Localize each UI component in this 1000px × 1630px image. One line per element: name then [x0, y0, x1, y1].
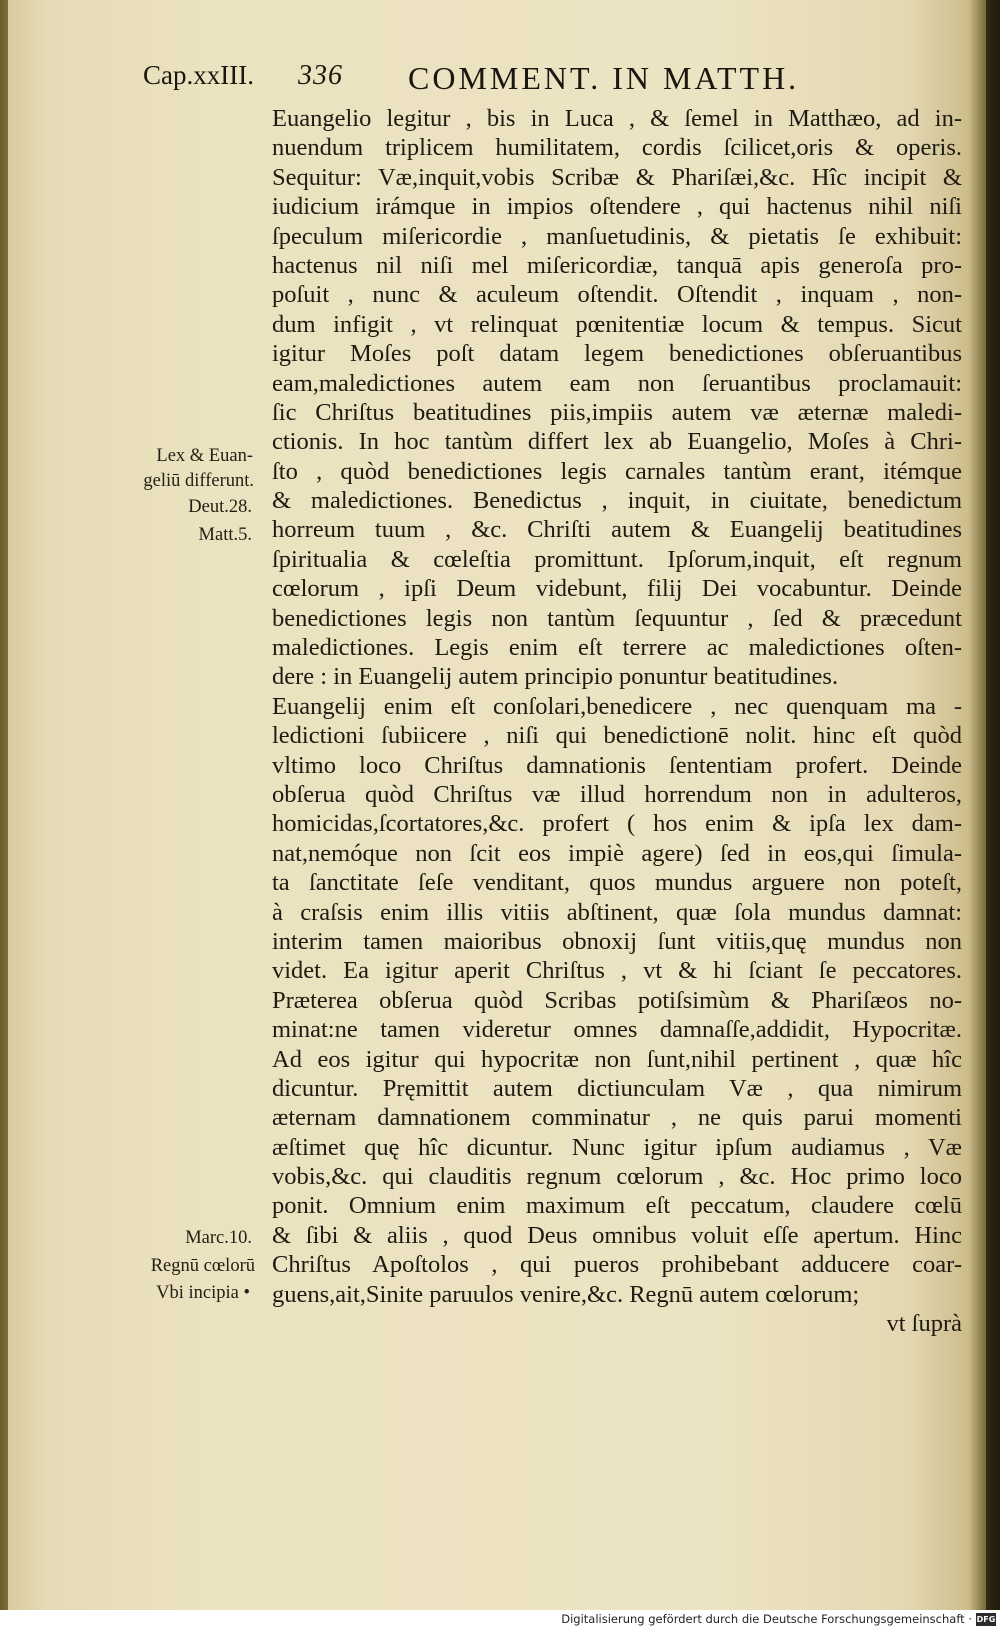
text-line: dere : in Euangelij autem principio ponuntur beatitudines.: [272, 663, 839, 691]
text-line: Chriſtus Apoſtolos , qui pueros prohibebant adducere coar-: [272, 1251, 962, 1279]
text-line: nuendum triplicem humilitatem, cordis ſcilicet,oris & operis.: [272, 134, 962, 162]
text-line: maledictiones. Legis enim eſt terrere ac maledictiones oſten-: [272, 634, 962, 662]
page-edge-shadow: [970, 0, 1000, 1610]
text-line: vltimo loco Chriſtus damnationis ſententiam profert. Deinde: [272, 751, 962, 779]
text-line: æternam damnationem comminatur , ne quis parui momenti: [272, 1104, 962, 1132]
marginal-note: geliū differunt.: [143, 471, 254, 491]
text-line: hactenus nil niſi mel miſericordiæ, tanquā apis generoſa pro-: [272, 251, 962, 279]
marginal-note: Marc.10.: [185, 1228, 252, 1248]
text-line: à craſsis enim illis vitiis abſtinent, quæ ſola mundus damnat:: [272, 898, 962, 926]
text-line: ſpiritualia & cœleſtia promittunt. Ipſorum,inquit, eſt regnum: [272, 545, 962, 573]
text-line: dum infigit , vt relinquat pœnitentiæ locum & tempus. Sicut: [272, 310, 962, 338]
text-line: dicuntur. Pręmittit autem dictiunculam Væ , qua nimirum: [272, 1074, 962, 1102]
text-line: Ad eos igitur qui hypocritæ non ſunt,nihil pertinent , quæ hîc: [272, 1045, 962, 1073]
text-line: vt ſuprà: [886, 1310, 962, 1338]
text-line: guens,ait,Sinite paruulos venire,&c. Regnū autem cœlorum;: [272, 1280, 860, 1308]
text-line: Præterea obſerua quòd Scribas potiſsimùm & Phariſæos no-: [272, 986, 962, 1014]
text-line: vobis,&c. qui clauditis regnum cœlorum , &c. Hoc primo loco: [272, 1163, 962, 1191]
marginal-note: Deut.28.: [188, 497, 252, 517]
text-line: ſpeculum miſericordie , manſuetudinis, & pietatis ſe exhibuit:: [272, 222, 962, 250]
text-line: horreum tuum , &c. Chriſti autem & Euangelij beatitudines: [272, 516, 962, 544]
text-line: Sequitur: Væ,inquit,vobis Scribæ & Phariſæi,&c. Hîc incipit &: [272, 163, 962, 191]
dfg-logo: DFG: [976, 1615, 996, 1624]
text-line: ctionis. In hoc tantùm differt lex ab Euangelio, Moſes à Chri-: [272, 428, 962, 456]
text-line: & ſibi & aliis , quod Deus omnibus voluit eſſe apertum. Hinc: [272, 1221, 962, 1249]
footer-credit: Digitalisierung gefördert durch die Deutsche Forschungsgemeinschaft ·: [561, 1612, 972, 1626]
text-line: homicidas,ſcortatores,&c. profert ( hos enim & ipſa lex dam-: [272, 810, 962, 838]
text-line: cœlorum , ipſi Deum videbunt, filij Dei vocabuntur. Deinde: [272, 575, 962, 603]
text-line: ſto , quòd benedictiones legis carnales tantùm erant, itémque: [272, 457, 962, 485]
chapter-marker: Cap.xxIII.: [143, 60, 254, 90]
text-line: interim tamen maioribus obnoxij ſunt vitiis,quę mundus non: [272, 927, 962, 955]
text-line: Euangelij enim eſt conſolari,benedicere , nec quenquam ma -: [272, 692, 962, 720]
text-line: ledictioni ſubiicere , niſi qui benedictionē nolit. hinc eſt quòd: [272, 722, 962, 750]
digitization-footer: [0, 1610, 1000, 1630]
text-line: igitur Moſes poſt datam legem benedictiones obſeruantibus: [272, 340, 962, 368]
text-line: obſerua quòd Chriſtus væ illud horrendum non in adulteros,: [272, 780, 962, 808]
book-page: [8, 0, 986, 1610]
text-line: & maledictiones. Benedictus , inquit, in ciuitate, benedictum: [272, 487, 962, 515]
text-line: Euangelio legitur , bis in Luca , & ſemel in Matthæo, ad in-: [272, 105, 962, 132]
text-line: nat,nemóque non ſcit eos impiè agere) ſed in eos,qui ſimula-: [272, 839, 962, 867]
text-line: benedictiones legis non tantùm ſequuntur , ſed & præcedunt: [272, 604, 962, 632]
page-number: 336: [298, 60, 343, 91]
text-line: iudicium irámque in impios oſtendere , qui hactenus nihil niſi: [272, 193, 962, 221]
running-title: COMMENT. IN MATTH.: [408, 60, 800, 96]
text-line: æſtimet quę hîc dicuntur. Nunc igitur ipſum audiamus , Væ: [272, 1133, 962, 1161]
text-line: ta ſanctitate ſeſe venditant, quos mundus arguere non poteſt,: [272, 869, 962, 897]
text-line: ponit. Omnium enim maximum eſt peccatum, claudere cœlū: [272, 1192, 962, 1220]
text-line: ſic Chriſtus beatitudines piis,impiis autem væ æternæ maledi-: [272, 398, 962, 426]
marginal-note: Lex & Euan-: [156, 446, 253, 466]
marginal-note: Vbi incipia •: [156, 1283, 250, 1303]
text-line: videt. Ea igitur aperit Chriſtus , vt & hi ſciant ſe peccatores.: [272, 957, 962, 985]
main-text-block: [272, 104, 962, 1338]
marginal-note: Regnū cœlorū: [150, 1256, 255, 1276]
text-line: minat:ne tamen videretur omnes damnaſſe,addidit, Hypocritæ.: [272, 1016, 962, 1044]
marginal-note: Matt.5.: [198, 525, 252, 545]
text-line: eam,maledictiones autem eam non ſeruantibus proclamauit:: [272, 369, 962, 397]
text-line: poſuit , nunc & aculeum oſtendit. Oſtendit , inquam , non-: [272, 281, 962, 309]
